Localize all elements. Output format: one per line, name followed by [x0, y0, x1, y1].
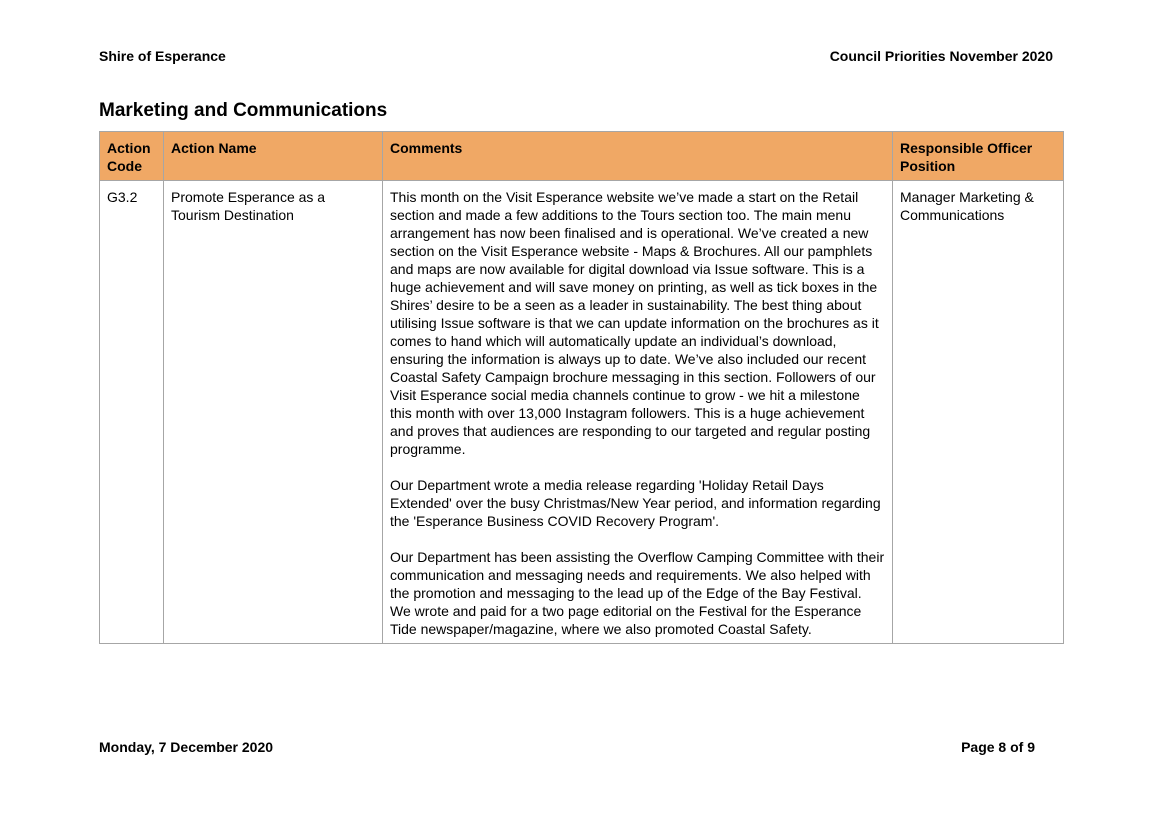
comment-paragraph: Our Department has been assisting the Overflow Camping Committee with their communication and messaging needs and requirements. We also helped with the promotion and messaging to the lead up of the Edge of the Bay Festival. We wrote and paid for a two page editorial on the Festival for the Esperance Tide newspaper/magazine, where we also promoted Coastal Safety. — [390, 549, 885, 637]
cell-action-code: G3.2 — [100, 181, 164, 644]
cell-responsible-officer: Manager Marketing & Communications — [893, 181, 1064, 644]
comment-paragraph: Our Department wrote a media release regarding 'Holiday Retail Days Extended' over the busy Christmas/New Year period, and information regarding the 'Esperance Business COVID Recovery Program'. — [390, 477, 881, 529]
priorities-table — [99, 131, 1064, 644]
column-header-comments: Comments — [383, 132, 893, 181]
section-title: Marketing and Communications — [99, 100, 388, 121]
cell-comments — [383, 181, 893, 644]
page-number: Page 8 of 9 — [961, 739, 1035, 755]
comment-paragraph: This month on the Visit Esperance website we’ve made a start on the Retail section and made a few additions to the Tours section too. The main menu arrangement has now been finalised and is operational. We’ve created a new section on the Visit Esperance website - Maps & Brochures. All our pamphlets and maps are now available for digital download via Issue software. This is a huge achievement and will save money on printing, as well as tick boxes in the Shires’ desire to be a seen as a leader in sustainability. The best thing about utilising Issue software is that we can update information on the brochures as it comes to hand which will automatically update an individual’s download, ensuring the information is always up to date. We’ve also included our recent Coastal Safety Campaign brochure messaging in this section. Followers of our Visit Esperance social media channels continue to grow - we hit a milestone this month with over 13,000 Instagram followers. This is a huge achievement and proves that audiences are responding to our targeted and regular posting programme. — [390, 189, 879, 457]
column-header-action-code: Action Code — [100, 132, 164, 181]
column-header-responsible-officer: Responsible Officer Position — [893, 132, 1064, 181]
column-header-action-name: Action Name — [164, 132, 383, 181]
table-row — [100, 181, 1064, 644]
cell-action-name: Promote Esperance as a Tourism Destination — [164, 181, 383, 644]
footer-date: Monday, 7 December 2020 — [99, 739, 274, 755]
document-title: Council Priorities November 2020 — [829, 48, 1053, 64]
table-header-row — [100, 132, 1064, 181]
organisation-name: Shire of Esperance — [99, 48, 226, 64]
